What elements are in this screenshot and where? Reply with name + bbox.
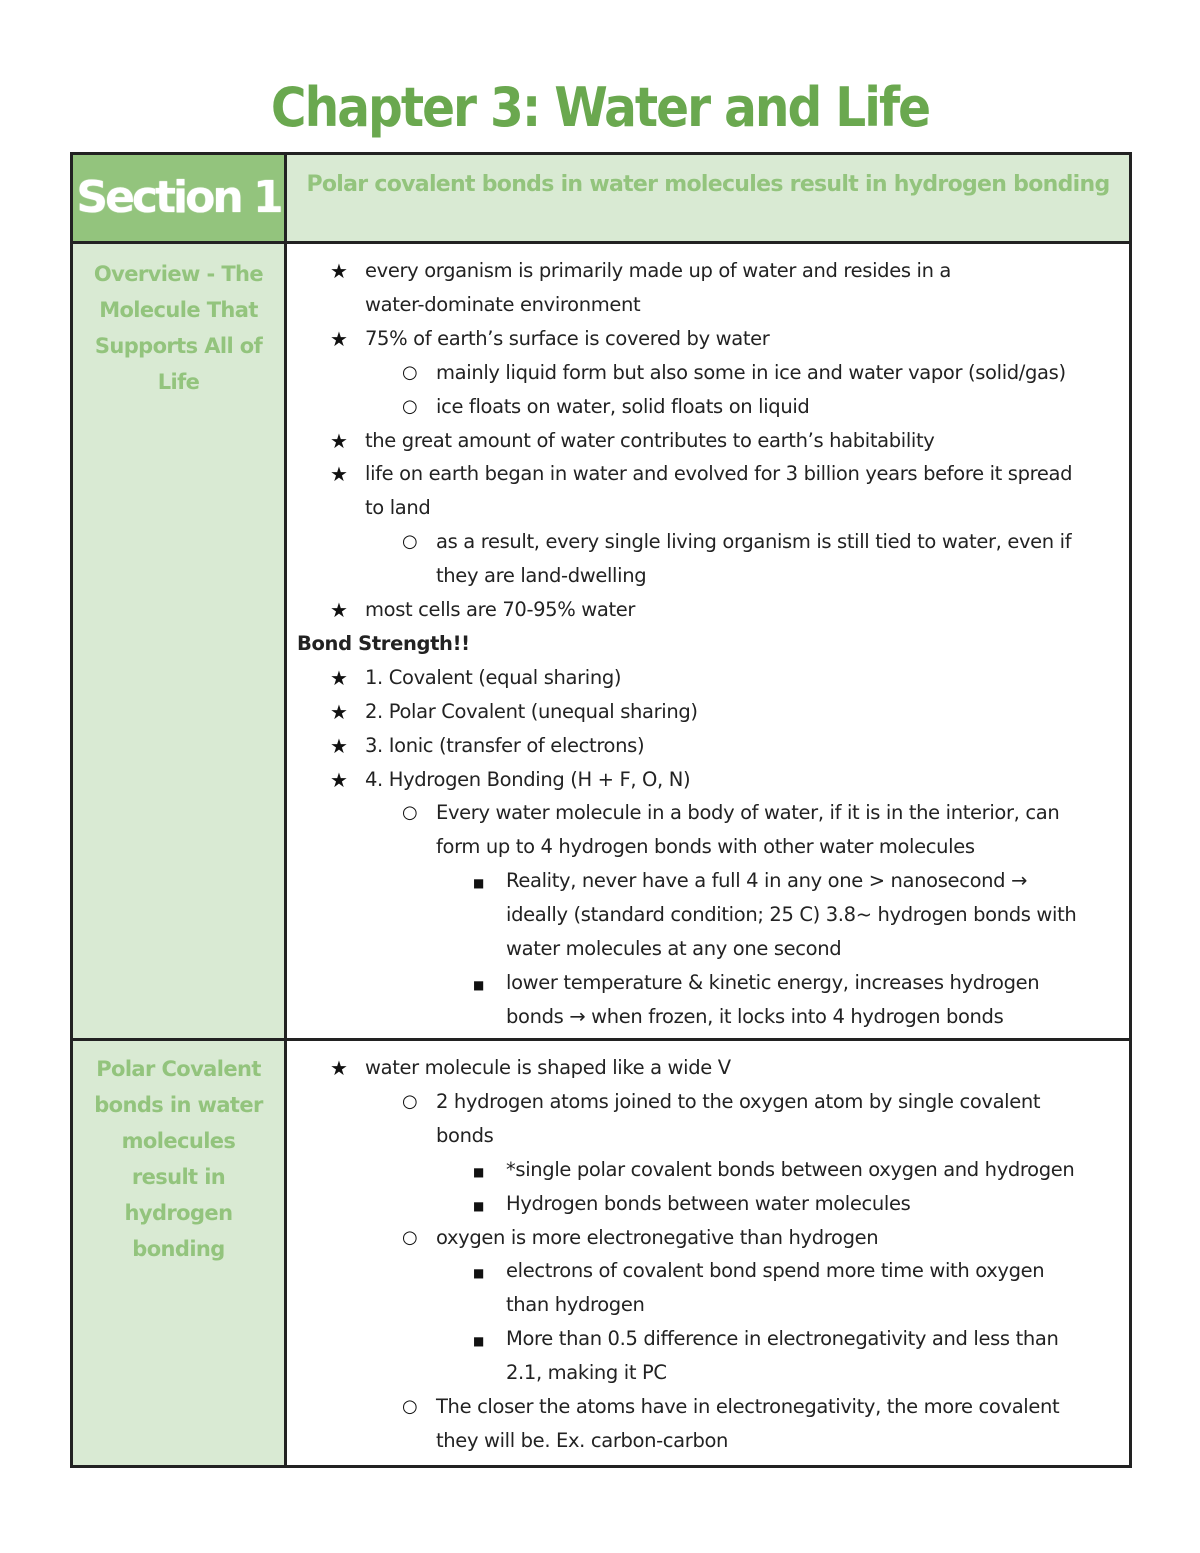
list-item-text: form up to 4 hydrogen bonds with other water molecules — [436, 835, 975, 859]
list-item-text: they are land-dwelling — [436, 564, 647, 588]
list-item — [287, 695, 1129, 729]
list-item-text: Every water molecule in a body of water, if it is in the interior, can — [436, 801, 1060, 825]
list-item — [287, 322, 1129, 356]
list-item — [287, 1000, 1129, 1034]
list-item — [287, 525, 1129, 559]
list-item-text: 75% of earth’s surface is covered by water — [365, 326, 770, 350]
list-item-text: *single polar covalent bonds between oxygen and hydrogen — [506, 1157, 1075, 1181]
page-title: Chapter 3: Water and Life — [270, 76, 930, 139]
list-item-text: The closer the atoms have in electronegativity, the more covalent — [436, 1395, 1060, 1418]
section-topic: Polar covalent bonds in water molecules result in hydrogen bonding — [306, 172, 1110, 197]
list-item-text: bonds → when frozen, it locks into 4 hydrogen bonds — [506, 1004, 1004, 1028]
list-item — [287, 1424, 1129, 1458]
list-item — [287, 898, 1129, 932]
list-item-text: lower temperature & kinetic energy, increases hydrogen — [506, 970, 1040, 994]
list-item-text: they will be. Ex. carbon-carbon — [436, 1428, 729, 1452]
list-item — [287, 1322, 1129, 1356]
circle-bullet-icon: ○ — [402, 1396, 418, 1417]
list-item — [287, 1356, 1129, 1390]
star-bullet-icon: ★ — [330, 326, 348, 351]
circle-bullet-icon: ○ — [402, 1090, 418, 1112]
circle-bullet-icon: ○ — [402, 531, 418, 553]
list-item — [287, 1085, 1129, 1119]
star-bullet-icon: ★ — [330, 699, 348, 724]
list-item-text: ideally (standard condition; 25 C) 3.8~ hydrogen bonds with — [506, 903, 1077, 927]
list-item-text: electrons of covalent bond spend more time with oxygen — [506, 1259, 1045, 1283]
square-bullet-icon: ■ — [473, 1198, 484, 1213]
list-item — [287, 288, 1129, 322]
square-bullet-icon: ■ — [473, 977, 484, 992]
list-item-text: 2.1, making it PC — [506, 1361, 667, 1385]
section-label: Section 1 — [76, 172, 281, 223]
list-item-text: water molecule is shaped like a wide V — [365, 1056, 731, 1079]
notes-list — [287, 244, 1129, 1038]
list-item-text: water-dominate environment — [365, 292, 641, 316]
section-label-cell — [72, 154, 286, 243]
star-bullet-icon: ★ — [330, 598, 348, 622]
list-item — [287, 1254, 1129, 1288]
row-heading-cell — [72, 1040, 286, 1467]
list-item-text: every organism is primarily made up of water and resides in a — [365, 259, 952, 282]
row-content-cell — [286, 243, 1131, 1040]
list-item — [287, 1390, 1129, 1424]
list-item — [287, 1288, 1129, 1322]
list-item-text: to land — [365, 496, 431, 520]
section-topic-cell — [286, 154, 1131, 243]
list-item-text: 2 hydrogen atoms joined to the oxygen atom by single covalent — [436, 1089, 1041, 1113]
list-item — [287, 627, 1129, 661]
list-item-text: More than 0.5 difference in electronegativity and less than — [506, 1327, 1059, 1351]
square-bullet-icon: ■ — [473, 1334, 484, 1349]
list-item-text: as a result, every single living organism is still tied to water, even if — [436, 530, 1072, 554]
list-item-text: mainly liquid form but also some in ice and water vapor (solid/gas) — [436, 360, 1066, 384]
list-item-text: 1. Covalent (equal sharing) — [365, 665, 622, 689]
list-item — [287, 1051, 1129, 1085]
list-item-text: life on earth began in water and evolved for 3 billion years before it spread — [365, 462, 1073, 486]
list-item-text: bonds — [436, 1123, 494, 1147]
table-row — [72, 1040, 1131, 1467]
list-item — [287, 661, 1129, 695]
circle-bullet-icon: ○ — [402, 1226, 418, 1248]
list-item-text: than hydrogen — [506, 1293, 645, 1317]
row-heading: Overview - The Molecule That Supports All of Life — [93, 262, 264, 394]
list-item — [287, 1187, 1129, 1221]
row-heading: Polar Covalent bonds in water molecules result in hydrogen bonding — [94, 1057, 263, 1261]
list-item-text: ice floats on water, solid floats on liquid — [436, 394, 810, 418]
list-item — [287, 1153, 1129, 1187]
list-item — [287, 390, 1129, 424]
star-bullet-icon: ★ — [330, 733, 348, 758]
list-item-text: 3. Ionic (transfer of electrons) — [365, 733, 645, 757]
square-bullet-icon: ■ — [473, 1164, 484, 1179]
list-item — [287, 559, 1129, 593]
circle-bullet-icon: ○ — [402, 802, 418, 824]
list-item-text: Hydrogen bonds between water molecules — [506, 1191, 911, 1215]
square-bullet-icon: ■ — [473, 876, 484, 891]
list-item-text: Bond Strength!! — [297, 631, 470, 655]
star-bullet-icon: ★ — [330, 767, 348, 792]
star-bullet-icon: ★ — [330, 428, 348, 453]
list-item — [287, 932, 1129, 966]
star-bullet-icon: ★ — [330, 1056, 348, 1080]
list-item-text: most cells are 70-95% water — [365, 598, 636, 621]
list-item — [287, 457, 1129, 491]
star-bullet-icon: ★ — [330, 259, 348, 283]
list-item — [287, 491, 1129, 525]
square-bullet-icon: ■ — [473, 1266, 484, 1281]
list-item-text: Reality, never have a full 4 in any one > nanosecond → — [506, 869, 1028, 893]
row-content-cell — [286, 1040, 1131, 1467]
list-item — [287, 864, 1129, 898]
list-item-text: the great amount of water contributes to earth’s habitability — [365, 428, 935, 452]
notes-list — [287, 1041, 1129, 1465]
notes-table — [70, 152, 1132, 1468]
list-item-text: 2. Polar Covalent (unequal sharing) — [365, 699, 698, 723]
list-item — [287, 796, 1129, 830]
list-item-text: 4. Hydrogen Bonding (H + F, O, N) — [365, 767, 691, 791]
header-row — [72, 154, 1131, 243]
table-row — [72, 243, 1131, 1040]
star-bullet-icon: ★ — [330, 462, 348, 487]
list-item-text: oxygen is more electronegative than hydrogen — [436, 1225, 879, 1249]
circle-bullet-icon: ○ — [402, 395, 418, 417]
list-item — [287, 1119, 1129, 1153]
list-item — [287, 729, 1129, 763]
list-item — [287, 424, 1129, 458]
list-item — [287, 966, 1129, 1000]
list-item — [287, 254, 1129, 288]
row-heading-cell — [72, 243, 286, 1040]
list-item — [287, 593, 1129, 627]
list-item — [287, 830, 1129, 864]
list-item — [287, 1221, 1129, 1255]
list-item — [287, 356, 1129, 390]
list-item — [287, 763, 1129, 797]
list-item-text: water molecules at any one second — [506, 937, 842, 960]
star-bullet-icon: ★ — [330, 665, 348, 690]
circle-bullet-icon: ○ — [402, 361, 418, 383]
